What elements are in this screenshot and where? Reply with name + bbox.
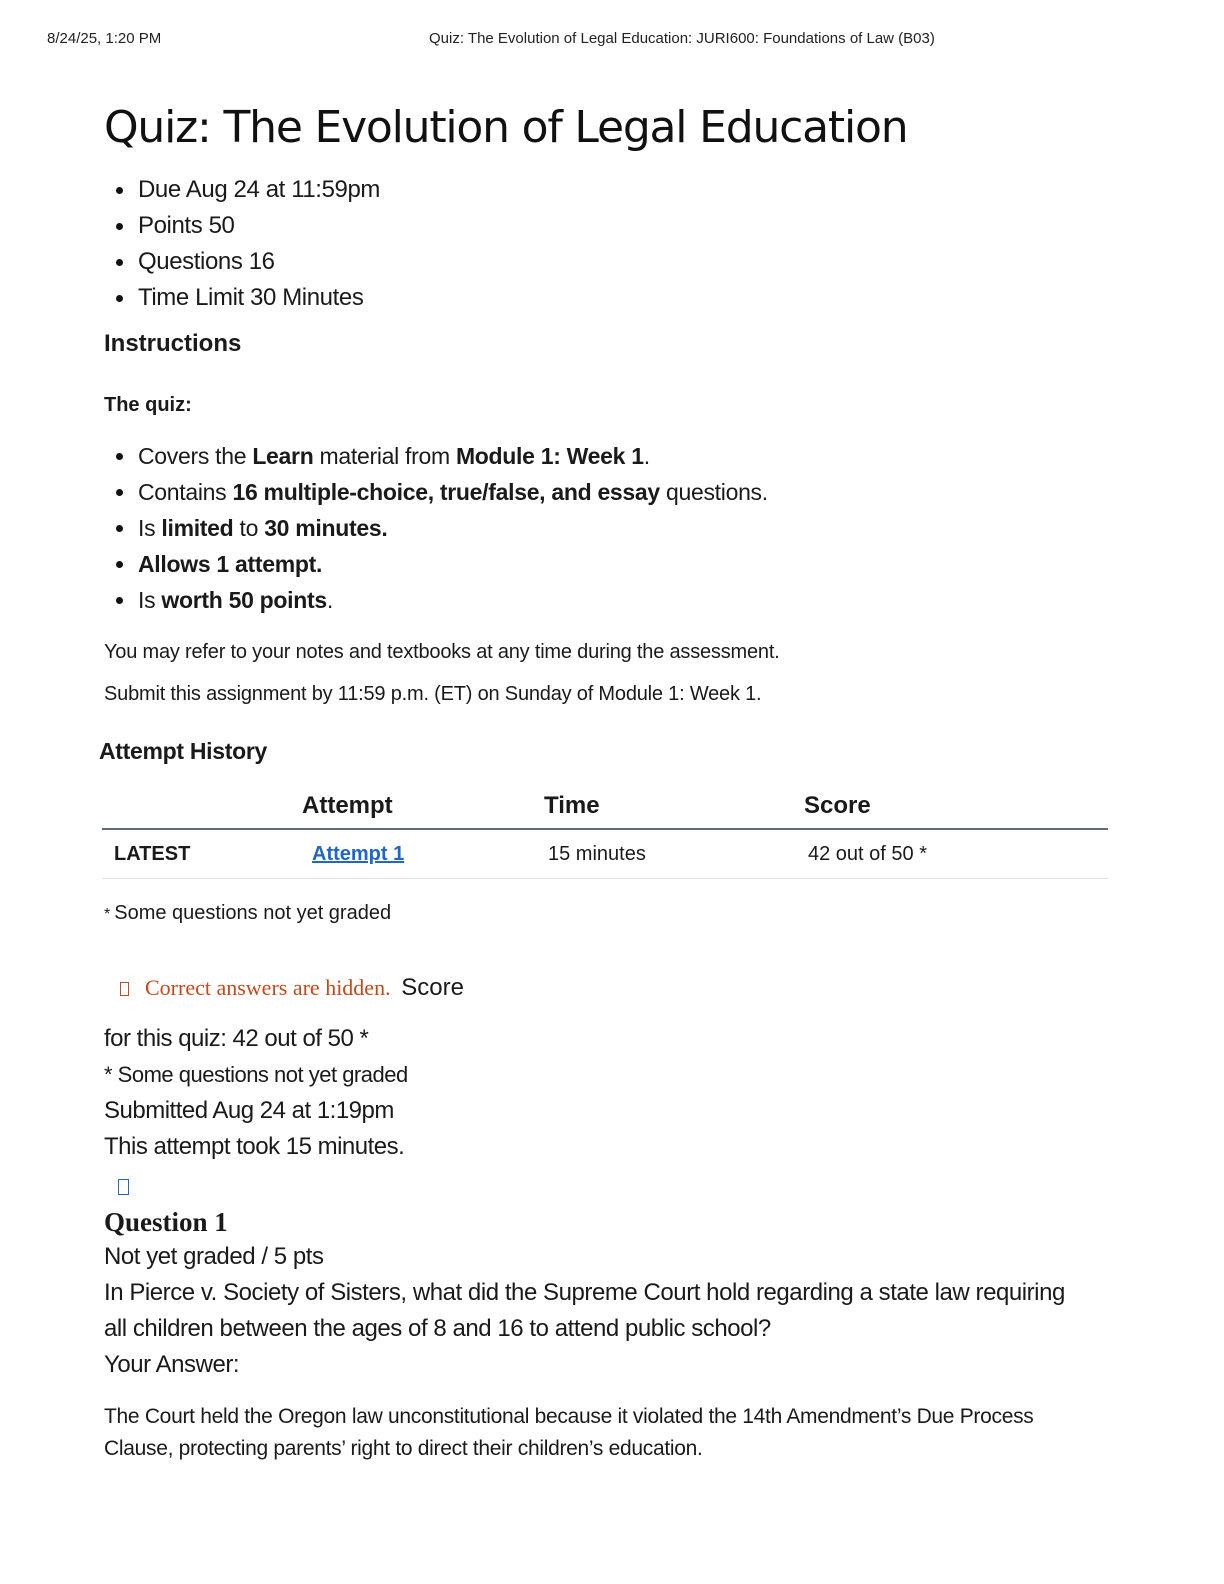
time-limit: Time Limit 30 Minutes: [104, 280, 1114, 316]
instruction-item: Is worth 50 points.: [104, 582, 1114, 618]
instructions-heading: Instructions: [104, 330, 242, 357]
points: Points 50: [104, 208, 1114, 244]
page-title: Quiz: The Evolution of Legal Education: [104, 102, 908, 153]
question-text-line: In Pierce v. Society of Sisters, what did the Supreme Court hold regarding a state law requiring: [104, 1279, 1065, 1306]
question-status: Not yet graded / 5 pts: [104, 1243, 324, 1270]
submitted-time: Submitted Aug 24 at 1:19pm: [104, 1097, 394, 1124]
column-header-attempt: Attempt: [302, 792, 393, 819]
grading-note: * Some questions not yet graded: [104, 1062, 408, 1087]
print-page-title: Quiz: The Evolution of Legal Education: JURI600: Foundations of Law (B03): [429, 30, 935, 47]
notes-policy: You may refer to your notes and textbooks at any time during the assessment.: [104, 641, 780, 663]
column-header-time: Time: [544, 792, 600, 819]
table-header-row: [102, 776, 1108, 829]
attempt-score: 42 out of 50 *: [808, 842, 927, 865]
question-flag-icon: [118, 1179, 129, 1195]
question-title: Question 1: [104, 1207, 228, 1237]
missing-glyph-icon: [120, 982, 129, 996]
quiz-content: [99, 98, 1114, 1465]
instruction-item: Allows 1 attempt.: [104, 546, 1114, 582]
score-label: Score: [401, 974, 464, 1001]
attempt-history-heading: Attempt History: [99, 738, 268, 764]
final-score: for this quiz: 42 out of 50 *: [104, 1025, 369, 1052]
due-date: Due Aug 24 at 11:59pm: [104, 172, 1114, 208]
attempt-1-link[interactable]: Attempt 1: [312, 842, 405, 865]
answer-label: Your Answer:: [104, 1351, 240, 1378]
grading-footnote: * Some questions not yet graded: [104, 902, 392, 924]
answer-text: The Court held the Oregon law unconstitutional because it violated the 14th Amendment’s Due Process Clause, protecting parents’ right to direct their children’s education.: [104, 1405, 1034, 1460]
quiz-label: The quiz:: [104, 394, 192, 416]
instruction-item: Is limited to 30 minutes.: [104, 510, 1114, 546]
attempt-history-table: [102, 776, 1108, 879]
print-date: 8/24/25, 1:20 PM: [47, 30, 162, 47]
column-header-score: Score: [804, 792, 871, 819]
answers-hidden-message: Correct answers are hidden.: [145, 975, 391, 1000]
instructions-list: [104, 438, 1114, 618]
attempt-time: 15 minutes: [548, 842, 646, 865]
instruction-item: Covers the Learn material from Module 1: Week 1.: [104, 438, 1114, 474]
column-header: [102, 776, 302, 829]
table-row: [102, 829, 1108, 879]
question-text-line: all children between the ages of 8 and 16 to attend public school?: [104, 1315, 771, 1342]
quiz-meta-list: [104, 172, 1114, 316]
latest-label: LATEST: [114, 842, 191, 865]
attempt-summary: [104, 1021, 1114, 1165]
submission-deadline: Submit this assignment by 11:59 p.m. (ET) on Sunday of Module 1: Week 1.: [104, 683, 762, 705]
attempt-duration: This attempt took 15 minutes.: [104, 1133, 405, 1160]
instruction-item: Contains 16 multiple-choice, true/false, and essay questions.: [104, 474, 1114, 510]
score-summary-line: [104, 973, 1114, 1003]
question-count: Questions 16: [104, 244, 1114, 280]
